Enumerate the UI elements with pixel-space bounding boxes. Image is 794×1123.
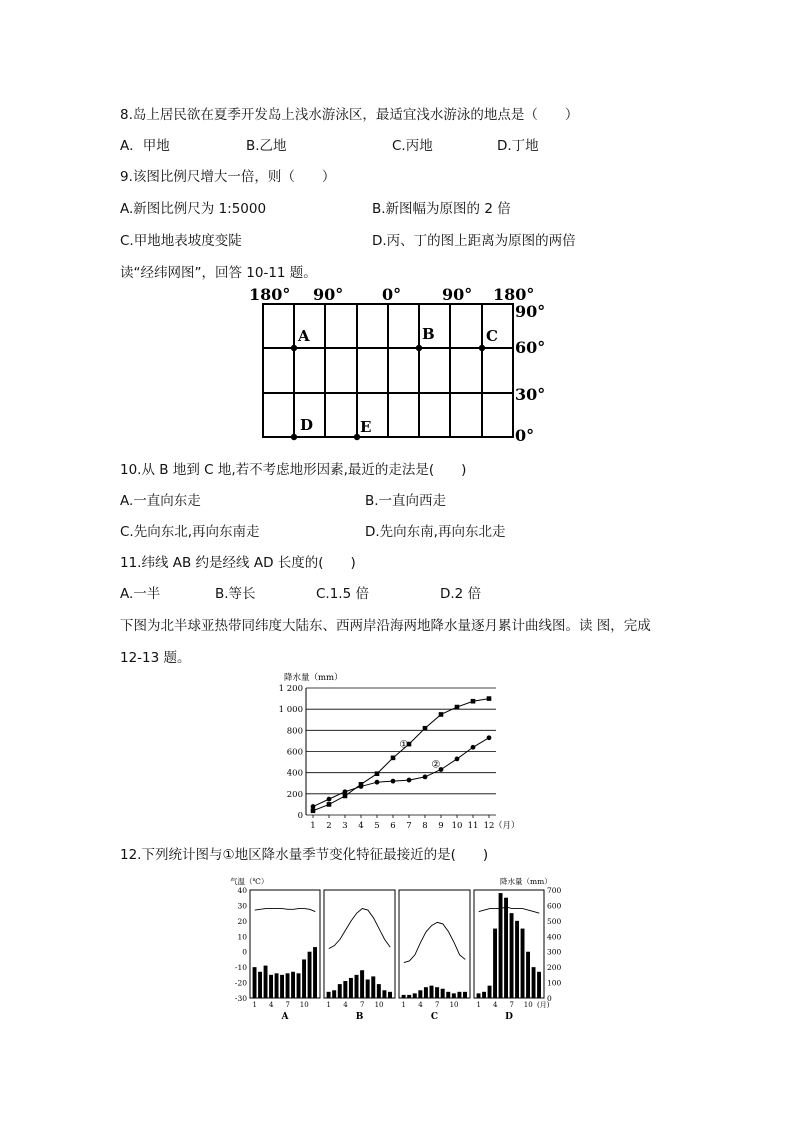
q9-option-d: D.丙、丁的图上距离为原图的两倍 bbox=[372, 233, 576, 249]
series-1-point bbox=[423, 726, 428, 731]
panel-D-precip-bar bbox=[482, 992, 486, 998]
q8-option-b: B.乙地 bbox=[246, 138, 287, 154]
q11-option-a: A.一半 bbox=[120, 586, 161, 602]
month-tick-label: 7 bbox=[285, 1001, 290, 1009]
x-tick-label: 1 bbox=[310, 821, 316, 831]
series-2-point bbox=[423, 775, 428, 780]
series-1-point bbox=[487, 696, 492, 701]
series-2-point bbox=[407, 778, 412, 783]
left-axis-title: 气温（℃） bbox=[230, 877, 269, 886]
series-1-point bbox=[439, 712, 444, 717]
month-tick-label: 7 bbox=[435, 1001, 440, 1009]
panel-C-precip-bar bbox=[446, 992, 450, 998]
series-1-point bbox=[391, 756, 396, 761]
q12-stem: 12.下列统计图与①地区降水量季节变化特征最接近的是( ) bbox=[120, 847, 489, 863]
right-label-90n: 90° bbox=[515, 302, 546, 321]
right-label-60n: 60° bbox=[515, 338, 546, 357]
temp-tick-label: -30 bbox=[234, 994, 247, 1003]
month-tick-label: 4 bbox=[418, 1001, 423, 1009]
panel-A-temp-curve bbox=[255, 909, 316, 912]
q10-option-a: A.一直向东走 bbox=[120, 493, 201, 509]
panel-D-label: D bbox=[505, 1012, 513, 1022]
panel-A-precip-bar bbox=[308, 952, 312, 998]
precip-tick-label: 200 bbox=[547, 963, 562, 973]
panel-C-frame bbox=[399, 890, 470, 998]
series-1-point bbox=[327, 802, 332, 807]
panel-B-precip-bar bbox=[382, 990, 386, 998]
point-a-dot bbox=[291, 345, 297, 351]
top-label-180e: 180° bbox=[493, 285, 535, 304]
month-tick-label: 7 bbox=[360, 1001, 365, 1009]
panel-A-precip-bar bbox=[291, 972, 295, 998]
series-2-point bbox=[375, 780, 380, 785]
panel-B-precip-bar bbox=[366, 979, 370, 998]
panel-D-precip-bar bbox=[537, 972, 541, 998]
series-2-point bbox=[327, 797, 332, 802]
point-e-label: E bbox=[360, 418, 372, 436]
y-tick-label: 200 bbox=[286, 789, 303, 800]
point-d-dot bbox=[291, 434, 297, 440]
panel-B-precip-bar bbox=[371, 976, 375, 998]
intro-12-13-line1: 下图为北半球亚热带同纬度大陆东、西两岸沿海两地降水量逐月累计曲线图。读 图，完成 bbox=[120, 618, 651, 634]
panel-B-precip-bar bbox=[355, 975, 359, 998]
series-2-point bbox=[455, 757, 460, 762]
q10-option-b: B.一直向西走 bbox=[365, 493, 447, 509]
point-b-dot bbox=[416, 345, 422, 351]
q9-stem: 9.该图比例尺增大一倍，则（ ） bbox=[120, 169, 336, 185]
month-tick-label: 1 bbox=[252, 1001, 257, 1009]
point-c-dot bbox=[479, 345, 485, 351]
q8-stem: 8.岛上居民欲在夏季开发岛上浅水游泳区，最适宜浅水游泳的地点是（ ） bbox=[120, 107, 579, 123]
q10-option-c: C.先向东北,再向东南走 bbox=[120, 524, 260, 540]
panel-B-precip-bar bbox=[377, 984, 381, 998]
panel-A-precip-bar bbox=[302, 959, 306, 998]
precip-tick-label: 400 bbox=[547, 932, 562, 942]
month-tick-label: 10 bbox=[374, 1001, 384, 1009]
series-2-point bbox=[311, 804, 316, 809]
temp-tick-label: -20 bbox=[234, 978, 247, 988]
series-1-point bbox=[343, 794, 348, 799]
panel-D-precip-bar bbox=[510, 913, 514, 998]
panel-B-precip-bar bbox=[388, 992, 392, 998]
x-tick-label: 12 bbox=[483, 821, 495, 831]
precip-tick-label: 0 bbox=[547, 994, 552, 1003]
graticule-figure bbox=[245, 283, 555, 445]
panel-B-frame bbox=[324, 890, 395, 998]
panel-D-precip-bar bbox=[477, 993, 481, 998]
right-axis-title: 降水量（mm） bbox=[500, 877, 552, 886]
temp-tick-label: 20 bbox=[237, 916, 247, 926]
x-tick-label: 3 bbox=[342, 821, 348, 831]
precip-tick-label: 100 bbox=[547, 978, 562, 988]
panel-D-precip-bar bbox=[532, 967, 536, 998]
month-tick-label: 4 bbox=[493, 1001, 498, 1009]
panel-C-precip-bar bbox=[424, 987, 428, 998]
top-label-0: 0° bbox=[382, 285, 402, 304]
panel-A-precip-bar bbox=[297, 973, 301, 998]
precip-tick-label: 600 bbox=[547, 901, 562, 911]
series-1-point bbox=[311, 808, 316, 813]
y-tick-label: 1 200 bbox=[278, 684, 303, 694]
month-tick-label: 10 bbox=[299, 1001, 309, 1009]
right-label-0: 0° bbox=[515, 426, 535, 445]
panel-A-precip-bar bbox=[258, 972, 262, 998]
panel-C-precip-bar bbox=[402, 995, 406, 998]
series-2-point bbox=[343, 789, 348, 794]
q8-option-d: D.丁地 bbox=[497, 138, 539, 154]
panel-C-precip-bar bbox=[407, 995, 411, 998]
panel-A-precip-bar bbox=[264, 966, 268, 998]
panel-C-precip-bar bbox=[413, 993, 417, 998]
temp-tick-label: 30 bbox=[237, 901, 247, 911]
series-2-point bbox=[359, 784, 364, 789]
q10-stem: 10.从 B 地到 C 地,若不考虑地形因素,最近的走法是( ) bbox=[120, 462, 467, 478]
panel-C-precip-bar bbox=[441, 989, 445, 998]
x-tick-label: 6 bbox=[390, 821, 396, 831]
x-tick-label: 7 bbox=[406, 821, 412, 831]
x-tick-label: 8 bbox=[422, 821, 428, 831]
panel-C-label: C bbox=[430, 1012, 439, 1022]
panel-B-precip-bar bbox=[332, 990, 336, 998]
panel-C-precip-bar bbox=[463, 992, 467, 998]
panel-C-precip-bar bbox=[457, 992, 461, 998]
x-tick-label: 10 bbox=[451, 821, 463, 831]
precip-tick-label: 300 bbox=[547, 947, 562, 957]
panel-C-precip-bar bbox=[430, 986, 434, 998]
q9-option-c: C.甲地地表坡度变陡 bbox=[120, 233, 242, 249]
x-axis-unit: （月） bbox=[494, 821, 520, 831]
panel-A-precip-bar bbox=[280, 975, 284, 998]
top-label-90w: 90° bbox=[313, 285, 344, 304]
panel-B-precip-bar bbox=[343, 981, 347, 998]
q11-option-c: C.1.5 倍 bbox=[316, 586, 369, 602]
precip-tick-label: 700 bbox=[547, 886, 562, 895]
y-tick-label: 800 bbox=[286, 726, 303, 737]
panel-D-precip-bar bbox=[521, 929, 525, 998]
y-axis-title: 降水量（mm） bbox=[284, 673, 343, 683]
q8-option-c: C.丙地 bbox=[392, 138, 433, 154]
panel-C-precip-bar bbox=[452, 993, 456, 998]
y-tick-label: 0 bbox=[297, 811, 303, 821]
month-tick-label: 1 bbox=[476, 1001, 481, 1009]
series-1-label: ① bbox=[399, 739, 409, 751]
panel-B-temp-curve bbox=[329, 909, 390, 949]
panel-C-precip-bar bbox=[418, 990, 422, 998]
month-tick-label: 4 bbox=[269, 1001, 274, 1009]
month-tick-label: 7 bbox=[509, 1001, 514, 1009]
month-tick-label: 1 bbox=[401, 1001, 407, 1009]
panel-D-precip-bar bbox=[488, 986, 492, 998]
panel-A-precip-bar bbox=[275, 973, 279, 998]
x-tick-label: 2 bbox=[326, 821, 332, 831]
q11-stem: 11.纬线 AB 约是经线 AD 长度的( ) bbox=[120, 555, 356, 571]
panel-A-precip-bar bbox=[269, 975, 273, 998]
y-tick-label: 1 000 bbox=[278, 705, 303, 716]
point-d-label: D bbox=[300, 416, 314, 434]
panel-D-precip-bar bbox=[493, 929, 497, 998]
panel-B-precip-bar bbox=[349, 978, 353, 998]
top-label-180w: 180° bbox=[249, 285, 291, 304]
panel-A-precip-bar bbox=[313, 947, 317, 998]
top-label-90e: 90° bbox=[442, 285, 473, 304]
series-2-point bbox=[391, 779, 396, 784]
panel-C-temp-curve bbox=[404, 922, 465, 962]
panel-D-temp-curve bbox=[479, 907, 540, 913]
panel-C-precip-bar bbox=[435, 987, 439, 998]
month-tick-label: 10 bbox=[523, 1001, 533, 1009]
panel-B-precip-bar bbox=[360, 970, 364, 998]
q8-option-a: A．甲地 bbox=[120, 138, 170, 154]
temp-tick-label: 40 bbox=[237, 886, 247, 895]
panel-A-precip-bar bbox=[253, 967, 257, 998]
panel-D-precip-bar bbox=[526, 952, 530, 998]
series-2-point bbox=[471, 745, 476, 750]
climate-charts-figure bbox=[228, 874, 564, 1022]
x-tick-label: 9 bbox=[438, 821, 444, 831]
intro-10-11: 读“经纬网图”，回答 10-11 题。 bbox=[120, 265, 317, 281]
panel-B-precip-bar bbox=[327, 992, 331, 998]
series-1-point bbox=[455, 705, 460, 710]
series-1-point bbox=[375, 771, 380, 776]
temp-tick-label: -10 bbox=[234, 963, 247, 973]
month-unit: (月) bbox=[537, 1001, 550, 1009]
intro-12-13-line2: 12-13 题。 bbox=[120, 650, 191, 666]
month-tick-label: 1 bbox=[326, 1001, 332, 1009]
point-a-label: A bbox=[298, 327, 310, 345]
x-tick-label: 5 bbox=[374, 821, 380, 831]
x-tick-label: 11 bbox=[467, 821, 479, 831]
q11-option-b: B.等长 bbox=[215, 586, 256, 602]
month-tick-label: 4 bbox=[343, 1001, 348, 1009]
panel-A-label: A bbox=[281, 1012, 289, 1022]
point-c-label: C bbox=[486, 327, 498, 345]
y-tick-label: 600 bbox=[286, 747, 303, 758]
q9-option-a: A.新图比例尺为 1:5000 bbox=[120, 201, 267, 217]
precip-tick-label: 500 bbox=[547, 916, 562, 926]
point-b-label: B bbox=[422, 325, 435, 343]
q9-option-b: B.新图幅为原图的 2 倍 bbox=[372, 201, 511, 217]
panel-B-label: B bbox=[355, 1012, 364, 1022]
q10-option-d: D.先向东南,再向东北走 bbox=[365, 524, 506, 540]
x-tick-label: 4 bbox=[358, 821, 364, 831]
y-tick-label: 400 bbox=[286, 768, 303, 779]
panel-B-precip-bar bbox=[338, 984, 342, 998]
cumulative-precipitation-chart bbox=[276, 670, 522, 832]
right-label-30n: 30° bbox=[515, 385, 546, 404]
temp-tick-label: 0 bbox=[242, 947, 247, 957]
series-2-point bbox=[487, 735, 492, 740]
panel-A-precip-bar bbox=[286, 973, 290, 998]
panel-D-precip-bar bbox=[515, 921, 519, 998]
panel-D-precip-bar bbox=[504, 898, 508, 998]
temp-tick-label: 10 bbox=[237, 932, 247, 942]
q11-option-d: D.2 倍 bbox=[440, 586, 482, 602]
series-1-point bbox=[471, 699, 476, 704]
series-2-label: ② bbox=[431, 759, 441, 771]
month-tick-label: 10 bbox=[449, 1001, 459, 1009]
